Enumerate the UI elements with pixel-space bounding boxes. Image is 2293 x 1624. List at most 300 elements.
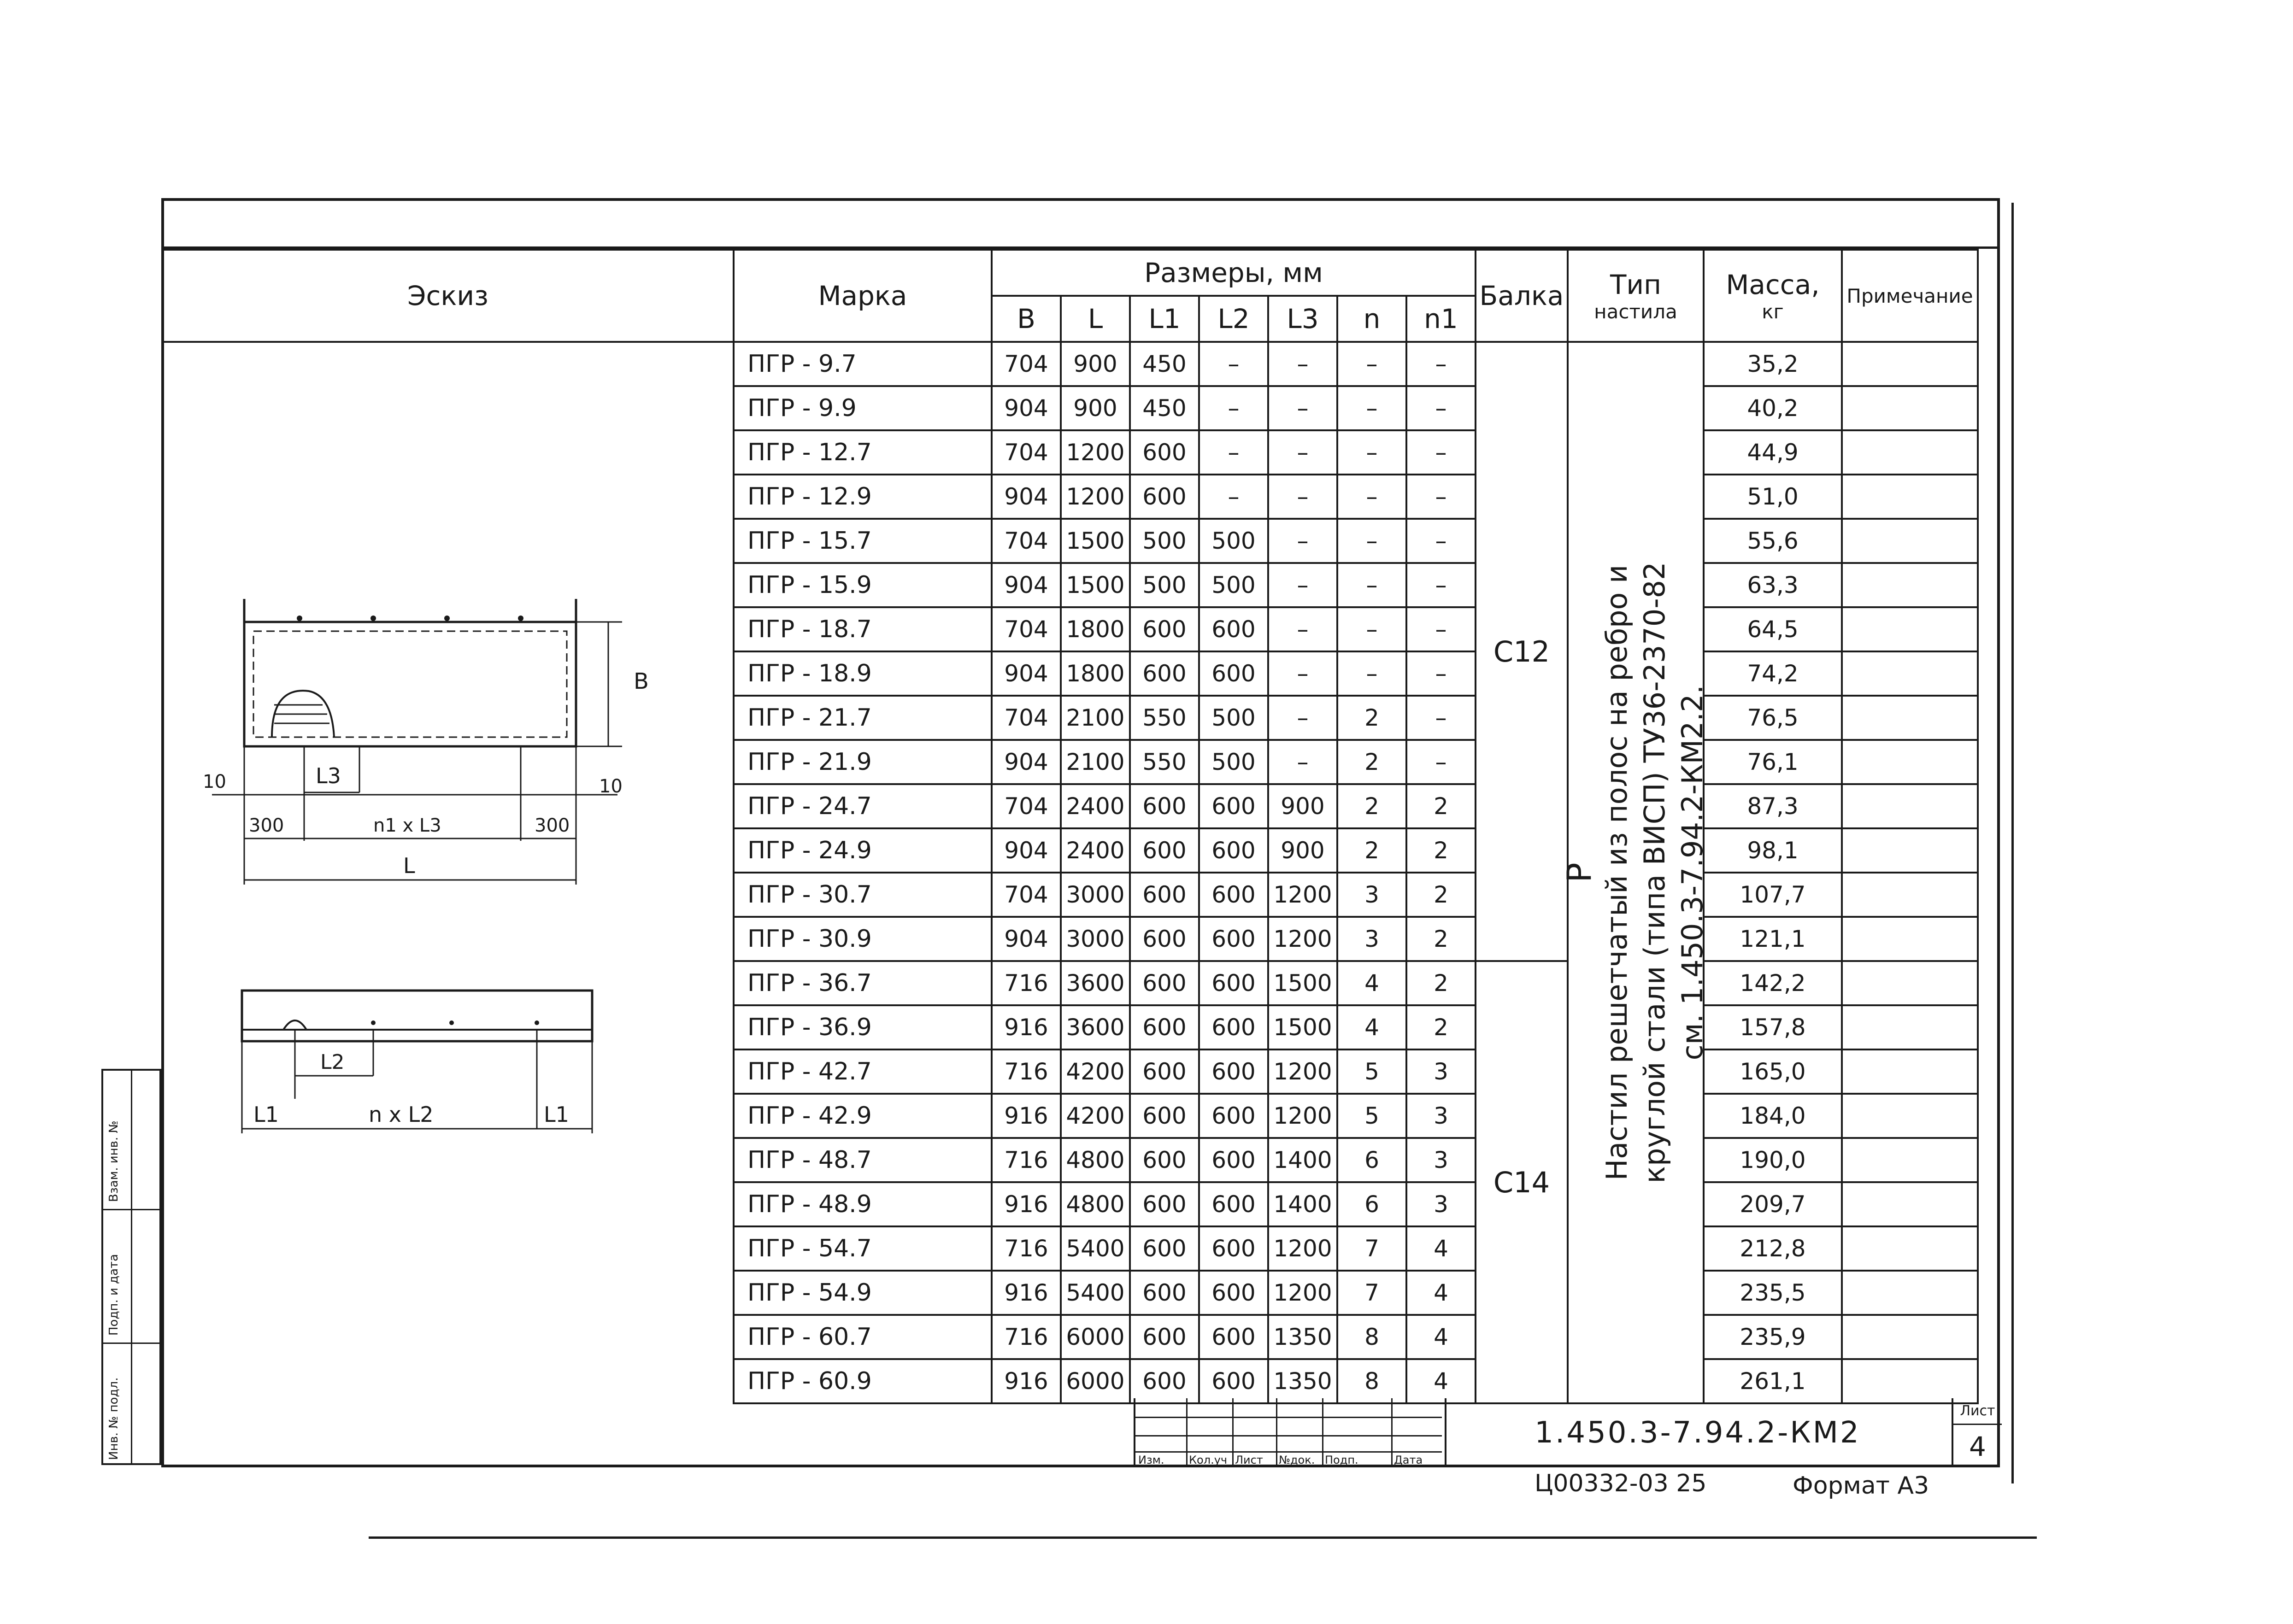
cell-l: 3000 [1061, 917, 1130, 961]
cell-note [1842, 1094, 1978, 1138]
cell-l: 900 [1061, 386, 1130, 430]
cell-l1: 600 [1130, 607, 1199, 651]
header-mass-bottom: кг [1762, 300, 1784, 323]
cell-mass: 212,8 [1704, 1226, 1842, 1271]
header-mass [1704, 250, 1842, 342]
cell-l3: 1350 [1268, 1359, 1337, 1403]
sketch1-b: B [634, 668, 649, 694]
cell-n: 5 [1337, 1094, 1406, 1138]
cell-n1: 4 [1406, 1315, 1476, 1359]
cell-l3: 1500 [1268, 961, 1337, 1005]
cell-mass: 165,0 [1704, 1049, 1842, 1094]
cell-n: 3 [1337, 917, 1406, 961]
cell-l3: 1200 [1268, 917, 1337, 961]
cell-n1: – [1406, 430, 1476, 475]
cell-mass: 209,7 [1704, 1182, 1842, 1226]
cell-l2: 500 [1199, 740, 1268, 784]
cell-marka: ПГР - 42.9 [734, 1094, 992, 1138]
cell-l: 900 [1061, 342, 1130, 386]
stamp-col-list: Лист [1235, 1454, 1263, 1466]
deck-type-line: круглой стали (типа ВИСП) ТУ36-2370-82 [1637, 562, 1671, 1184]
cell-l1: 600 [1130, 1359, 1199, 1403]
document-code: 1.450.3-7.94.2-КМ2 [1445, 1398, 1949, 1467]
cell-l: 1800 [1061, 607, 1130, 651]
cell-l1: 550 [1130, 696, 1199, 740]
header-dim-0: B [992, 296, 1061, 342]
cell-l2: 600 [1199, 1182, 1268, 1226]
inventory-number: Ц00332-03 25 [1535, 1470, 1707, 1497]
cell-l1: 600 [1130, 1271, 1199, 1315]
cell-mass: 184,0 [1704, 1094, 1842, 1138]
cell-n1: 2 [1406, 784, 1476, 828]
cell-n1: 3 [1406, 1094, 1476, 1138]
cell-l1: 600 [1130, 430, 1199, 475]
panel-outline [244, 622, 576, 746]
cell-n: 5 [1337, 1049, 1406, 1094]
cell-note [1842, 1359, 1978, 1403]
cell-note [1842, 475, 1978, 519]
cell-l: 1200 [1061, 430, 1130, 475]
cell-note [1842, 563, 1978, 607]
cell-b: 716 [992, 1315, 1061, 1359]
cell-l: 1800 [1061, 651, 1130, 696]
cell-l3: 1200 [1268, 873, 1337, 917]
table-row [162, 342, 1978, 386]
sketch1-right-300: 300 [535, 815, 570, 836]
cell-marka: ПГР - 48.9 [734, 1182, 992, 1226]
cell-n1: – [1406, 342, 1476, 386]
cell-note [1842, 386, 1978, 430]
cell-n1: 4 [1406, 1359, 1476, 1403]
cell-b: 916 [992, 1271, 1061, 1315]
header-dim-4: L3 [1268, 296, 1337, 342]
cell-l2: – [1199, 342, 1268, 386]
cell-l: 1500 [1061, 519, 1130, 563]
header-type [1568, 250, 1704, 342]
cell-l1: 600 [1130, 961, 1199, 1005]
cell-l2: 600 [1199, 917, 1268, 961]
deck-type-text [1560, 562, 1711, 1184]
cell-n: – [1337, 607, 1406, 651]
panel-inner-dashed [253, 631, 567, 737]
cell-b: 904 [992, 651, 1061, 696]
sketch1-left-offset: 10 [203, 771, 226, 792]
cell-mass: 76,1 [1704, 740, 1842, 784]
cell-marka: ПГР - 42.7 [734, 1049, 992, 1094]
cell-n: 2 [1337, 828, 1406, 873]
cell-n: 8 [1337, 1315, 1406, 1359]
cell-l1: 500 [1130, 563, 1199, 607]
cell-b: 704 [992, 607, 1061, 651]
cell-note [1842, 1315, 1978, 1359]
cell-l3: 1200 [1268, 1226, 1337, 1271]
cell-mass: 235,5 [1704, 1271, 1842, 1315]
cell-n1: – [1406, 563, 1476, 607]
cell-mass: 40,2 [1704, 386, 1842, 430]
cell-l2: 600 [1199, 1359, 1268, 1403]
cell-marka: ПГР - 36.7 [734, 961, 992, 1005]
cell-mass: 261,1 [1704, 1359, 1842, 1403]
cell-l1: 600 [1130, 873, 1199, 917]
bottom-rule [369, 1536, 2037, 1539]
header-dim-6: n1 [1406, 296, 1476, 342]
cell-n: 6 [1337, 1138, 1406, 1182]
cell-b: 916 [992, 1005, 1061, 1049]
stamp-col-data: Дата [1394, 1454, 1423, 1466]
cell-l1: 550 [1130, 740, 1199, 784]
cell-l3: – [1268, 519, 1337, 563]
header-note: Примечание [1842, 250, 1978, 342]
cell-l1: 600 [1130, 651, 1199, 696]
cell-l1: 600 [1130, 1049, 1199, 1094]
cell-n: – [1337, 475, 1406, 519]
header-dimensions: Размеры, мм [992, 250, 1476, 296]
cell-b: 904 [992, 917, 1061, 961]
cell-n: – [1337, 386, 1406, 430]
cell-note [1842, 607, 1978, 651]
sketch-plan [194, 590, 710, 903]
cell-note [1842, 1005, 1978, 1049]
sketch1-total: L [403, 853, 415, 878]
cell-l2: – [1199, 386, 1268, 430]
cell-b: 704 [992, 519, 1061, 563]
cell-b: 904 [992, 740, 1061, 784]
cell-mass: 51,0 [1704, 475, 1842, 519]
cell-b: 716 [992, 1138, 1061, 1182]
header-type-bottom: настила [1594, 300, 1677, 323]
header-mass-top: Масса, [1726, 269, 1820, 300]
cell-l3: 900 [1268, 828, 1337, 873]
cell-l1: 600 [1130, 828, 1199, 873]
cell-marka: ПГР - 24.7 [734, 784, 992, 828]
cell-marka: ПГР - 30.9 [734, 917, 992, 961]
cell-n: 8 [1337, 1359, 1406, 1403]
cell-mass: 35,2 [1704, 342, 1842, 386]
cell-n: 3 [1337, 873, 1406, 917]
cell-beam-0: С12 [1476, 342, 1568, 961]
cell-marka: ПГР - 54.7 [734, 1226, 992, 1271]
cell-n: – [1337, 430, 1406, 475]
cell-l: 4200 [1061, 1049, 1130, 1094]
cell-b: 904 [992, 828, 1061, 873]
cell-l1: 600 [1130, 917, 1199, 961]
cell-n1: 2 [1406, 917, 1476, 961]
cell-b: 716 [992, 1226, 1061, 1271]
cell-n1: – [1406, 607, 1476, 651]
cell-l2: 500 [1199, 519, 1268, 563]
cell-l2: 600 [1199, 961, 1268, 1005]
cell-note [1842, 1271, 1978, 1315]
cell-n: 7 [1337, 1226, 1406, 1271]
cell-note [1842, 740, 1978, 784]
cell-l: 3000 [1061, 873, 1130, 917]
cell-mass: 55,6 [1704, 519, 1842, 563]
cell-b: 916 [992, 1182, 1061, 1226]
header-dim-5: n [1337, 296, 1406, 342]
cell-n1: 3 [1406, 1049, 1476, 1094]
cell-note [1842, 917, 1978, 961]
cell-l2: 500 [1199, 696, 1268, 740]
cell-l3: 1200 [1268, 1271, 1337, 1315]
cell-marka: ПГР - 48.7 [734, 1138, 992, 1182]
cell-marka: ПГР - 24.9 [734, 828, 992, 873]
cell-marka: ПГР - 18.9 [734, 651, 992, 696]
cell-note [1842, 1182, 1978, 1226]
cell-beam-1: С14 [1476, 961, 1568, 1403]
cell-l: 3600 [1061, 961, 1130, 1005]
cell-note [1842, 696, 1978, 740]
cell-l: 4200 [1061, 1094, 1130, 1138]
cell-l: 4800 [1061, 1182, 1130, 1226]
cell-mass: 74,2 [1704, 651, 1842, 696]
cell-mass: 190,0 [1704, 1138, 1842, 1182]
sheet-number: 4 [1969, 1431, 1986, 1462]
cell-l2: 600 [1199, 784, 1268, 828]
cell-l: 4800 [1061, 1138, 1130, 1182]
cell-l3: 1400 [1268, 1138, 1337, 1182]
header-sketch: Эскиз [162, 250, 734, 342]
cell-l3: 1500 [1268, 1005, 1337, 1049]
cell-marka: ПГР - 36.9 [734, 1005, 992, 1049]
sketch1-pitch: n1 x L3 [373, 815, 441, 836]
cell-n1: 2 [1406, 1005, 1476, 1049]
cell-n: – [1337, 342, 1406, 386]
sketch2-l2: L2 [320, 1050, 345, 1074]
cell-marka: ПГР - 54.9 [734, 1271, 992, 1315]
cell-n: 2 [1337, 784, 1406, 828]
sketch2-pitch: n x L2 [369, 1102, 434, 1127]
cell-marka: ПГР - 9.7 [734, 342, 992, 386]
cell-mass: 142,2 [1704, 961, 1842, 1005]
cell-b: 916 [992, 1094, 1061, 1138]
cell-n1: – [1406, 386, 1476, 430]
cell-n: 7 [1337, 1271, 1406, 1315]
cell-l1: 600 [1130, 1226, 1199, 1271]
cell-l1: 600 [1130, 784, 1199, 828]
cell-marka: ПГР - 21.9 [734, 740, 992, 784]
cell-note [1842, 784, 1978, 828]
cell-b: 716 [992, 1049, 1061, 1094]
cell-l3: – [1268, 430, 1337, 475]
cell-l2: – [1199, 475, 1268, 519]
cell-b: 704 [992, 873, 1061, 917]
cell-marka: ПГР - 60.9 [734, 1359, 992, 1403]
header-type-top: Тип [1610, 269, 1662, 300]
cell-l: 2400 [1061, 828, 1130, 873]
sketch2-l1-right: L1 [544, 1102, 569, 1127]
left-stamp-label-1: Взам. инв. № [107, 1120, 121, 1202]
cell-n1: 2 [1406, 961, 1476, 1005]
cell-marka: ПГР - 18.7 [734, 607, 992, 651]
cell-l3: 1350 [1268, 1315, 1337, 1359]
cell-n1: 3 [1406, 1182, 1476, 1226]
cell-n1: 2 [1406, 828, 1476, 873]
cell-mass: 63,3 [1704, 563, 1842, 607]
cell-b: 716 [992, 961, 1061, 1005]
cell-l2: 600 [1199, 607, 1268, 651]
cell-note [1842, 961, 1978, 1005]
cell-n: – [1337, 651, 1406, 696]
cell-note [1842, 430, 1978, 475]
cell-marka: ПГР - 9.9 [734, 386, 992, 430]
sketch1-left-300: 300 [249, 815, 284, 836]
cell-b: 704 [992, 342, 1061, 386]
revision-stamp [1134, 1398, 1442, 1467]
header-marka: Марка [734, 250, 992, 342]
sheet-box [1952, 1398, 2002, 1467]
cell-l: 1200 [1061, 475, 1130, 519]
cell-l3: – [1268, 740, 1337, 784]
cell-n: 2 [1337, 740, 1406, 784]
cell-b: 704 [992, 784, 1061, 828]
cell-n1: 2 [1406, 873, 1476, 917]
cell-mass: 44,9 [1704, 430, 1842, 475]
cell-mass: 76,5 [1704, 696, 1842, 740]
header-dim-3: L2 [1199, 296, 1268, 342]
section-bar-arc [283, 1020, 306, 1030]
cell-marka: ПГР - 15.7 [734, 519, 992, 563]
cell-l3: 1200 [1268, 1049, 1337, 1094]
cell-note [1842, 1138, 1978, 1182]
left-stamp-label-2: Подп. и дата [107, 1254, 121, 1336]
cell-l2: 600 [1199, 1138, 1268, 1182]
cell-l3: – [1268, 475, 1337, 519]
left-stamp-label-3: Инв. № подл. [107, 1377, 121, 1460]
cell-n1: – [1406, 696, 1476, 740]
deck-type-line: Настил решетчатый из полос на ребро и [1599, 564, 1634, 1181]
cell-marka: ПГР - 12.9 [734, 475, 992, 519]
cell-l2: 600 [1199, 873, 1268, 917]
cell-marka: ПГР - 12.7 [734, 430, 992, 475]
cell-l: 2100 [1061, 740, 1130, 784]
cell-n1: – [1406, 740, 1476, 784]
cell-l1: 600 [1130, 1005, 1199, 1049]
header-beam: Балка [1476, 250, 1568, 342]
cell-b: 904 [992, 563, 1061, 607]
cell-l3: – [1268, 386, 1337, 430]
sketch1-right-offset: 10 [599, 776, 623, 797]
cell-l1: 500 [1130, 519, 1199, 563]
cell-l2: 600 [1199, 1315, 1268, 1359]
header-dim-2: L1 [1130, 296, 1199, 342]
cell-note [1842, 828, 1978, 873]
cell-l3: – [1268, 563, 1337, 607]
cell-n1: – [1406, 475, 1476, 519]
stamp-col-ndok: №док. [1279, 1454, 1315, 1466]
cell-mass: 98,1 [1704, 828, 1842, 873]
cell-n1: 3 [1406, 1138, 1476, 1182]
cell-b: 704 [992, 430, 1061, 475]
cell-l: 6000 [1061, 1315, 1130, 1359]
cell-note [1842, 1049, 1978, 1094]
cell-marka: ПГР - 21.7 [734, 696, 992, 740]
cell-l3: – [1268, 696, 1337, 740]
cell-l1: 450 [1130, 386, 1199, 430]
cell-n1: – [1406, 651, 1476, 696]
cell-l1: 600 [1130, 1094, 1199, 1138]
cell-l2: 600 [1199, 1094, 1268, 1138]
cell-l1: 600 [1130, 1182, 1199, 1226]
deck-type-line: см. 1.450.3-7.94.2-КМ2.2. [1675, 685, 1709, 1061]
cell-b: 704 [992, 696, 1061, 740]
cell-marka: ПГР - 60.7 [734, 1315, 992, 1359]
cell-note [1842, 519, 1978, 563]
cell-l3: 1200 [1268, 1094, 1337, 1138]
cell-note [1842, 873, 1978, 917]
left-stamp [101, 1069, 161, 1465]
cell-n: 4 [1337, 1005, 1406, 1049]
header-dim-1: L [1061, 296, 1130, 342]
cell-l: 5400 [1061, 1271, 1130, 1315]
deck-type-symbol: Р [1559, 862, 1599, 883]
cell-l: 1500 [1061, 563, 1130, 607]
cell-l2: 600 [1199, 1271, 1268, 1315]
cell-l: 6000 [1061, 1359, 1130, 1403]
cell-b: 916 [992, 1359, 1061, 1403]
cell-l2: 600 [1199, 1005, 1268, 1049]
sketch2-l1-left: L1 [253, 1102, 279, 1127]
cell-l3: – [1268, 607, 1337, 651]
cell-l2: 600 [1199, 651, 1268, 696]
cell-l2: 500 [1199, 563, 1268, 607]
cell-marka: ПГР - 15.9 [734, 563, 992, 607]
cell-note [1842, 1226, 1978, 1271]
format-label: Формат А3 [1793, 1472, 1929, 1500]
sketch-section [221, 967, 627, 1161]
cell-marka: ПГР - 30.7 [734, 873, 992, 917]
cell-l: 2100 [1061, 696, 1130, 740]
cell-l1: 600 [1130, 1315, 1199, 1359]
cell-n1: – [1406, 519, 1476, 563]
cell-l3: – [1268, 651, 1337, 696]
cell-note [1842, 342, 1978, 386]
cell-n: 4 [1337, 961, 1406, 1005]
cell-l2: 600 [1199, 1226, 1268, 1271]
sketch1-l3: L3 [316, 763, 341, 788]
cell-l2: – [1199, 430, 1268, 475]
cell-mass: 87,3 [1704, 784, 1842, 828]
cell-l1: 600 [1130, 475, 1199, 519]
cell-l1: 450 [1130, 342, 1199, 386]
cell-deck-type [1559, 342, 1709, 1403]
cell-mass: 64,5 [1704, 607, 1842, 651]
cell-b: 904 [992, 475, 1061, 519]
sheet-label: Лист [1953, 1398, 2002, 1425]
cell-note [1842, 651, 1978, 696]
cell-n: – [1337, 519, 1406, 563]
stamp-col-izm: Изм. [1138, 1454, 1164, 1466]
cell-l: 2400 [1061, 784, 1130, 828]
cell-mass: 157,8 [1704, 1005, 1842, 1049]
stamp-col-podp: Подп. [1325, 1454, 1358, 1466]
cell-l: 5400 [1061, 1226, 1130, 1271]
stamp-col-koluch: Кол.уч [1189, 1454, 1228, 1466]
cell-l2: 600 [1199, 1049, 1268, 1094]
cell-l1: 600 [1130, 1138, 1199, 1182]
frame-right-edge [2011, 203, 2014, 1483]
cell-l: 3600 [1061, 1005, 1130, 1049]
cell-mass: 235,9 [1704, 1315, 1842, 1359]
cell-l3: – [1268, 342, 1337, 386]
cell-n: 2 [1337, 696, 1406, 740]
cell-n: – [1337, 563, 1406, 607]
cell-b: 904 [992, 386, 1061, 430]
cell-l3: 900 [1268, 784, 1337, 828]
cell-n: 6 [1337, 1182, 1406, 1226]
cell-l2: 600 [1199, 828, 1268, 873]
cell-mass: 107,7 [1704, 873, 1842, 917]
cell-n1: 4 [1406, 1226, 1476, 1271]
